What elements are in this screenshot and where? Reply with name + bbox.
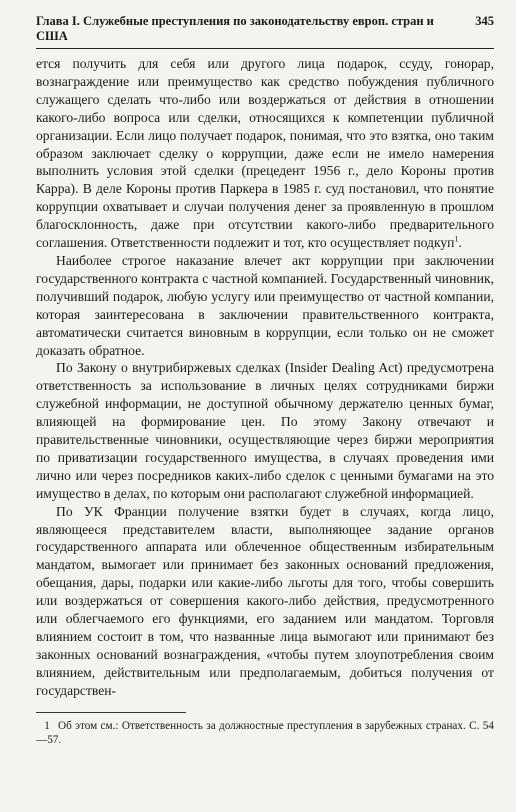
- footnote-divider: [36, 712, 186, 713]
- paragraph-2: Наиболее строгое наказание влечет акт коррупции при заключении государственного контракта с частной компанией. Государственный чиновник, получивший подарок, любую услугу или преимущество от частной компании, которая заинтересована в заключении правительственного контракта, автоматически считается виновным в коррупции, если только он не сможет доказать обратное.: [36, 252, 494, 358]
- paragraph-1-tail: .: [458, 235, 462, 251]
- main-text: [36, 55, 494, 700]
- footnote: [36, 719, 494, 747]
- chapter-title: Глава I. Служебные преступления по законодательству европ. стран и США: [36, 14, 434, 43]
- paragraph-1: [36, 55, 494, 252]
- paragraph-3: По Закону о внутрибиржевых сделках (Insider Dealing Act) предусмотрена ответственность за использование в личных целях сотрудниками биржи служебной информации, не доступной обычному держателю ценных бумаг, влияющей на формирование цен. По этому Закону отвечают и правительственные чиновники, осуществляющие через биржи мероприятия по приватизации государственного имущества, в случаях проведения ими лично или через посредников каких-либо сделок с ценными бумагами на это имущество в делах, по которым они располагают служебной информацией.: [36, 360, 494, 501]
- footnote-mark: 1: [44, 719, 50, 732]
- paragraph-4: По УК Франции получение взятки будет в случаях, когда лицо, являющееся представителем власти, выполняющее задание органов государственного аппарата или облеченное общественным избирательным мандатом, вымогает или принимает без законных оснований предложения, обещания, дары, подарки или какие-либо льготы для того, чтобы совершить или воздержаться от совершения какого-либо действия, предусмотренного или облегчаемого его функциями, его заданием или мандатом. Торговля влиянием состоит в том, что названные лица вымогают или принимают без законных оснований вознаграждения, «чтобы путем злоупотребления своим влиянием, действительным или предполагаемым, добиться получения от государствен-: [36, 503, 494, 698]
- page-number: 345: [475, 14, 494, 28]
- footnote-text: Об этом см.: Ответственность за должностные преступления в зарубежных странах. С. 54—57.: [36, 719, 494, 746]
- running-header: [36, 14, 494, 49]
- footnote-ref: 1: [454, 234, 459, 244]
- paragraph-1-text: ется получить для себя или другого лица подарок, ссуду, гонорар, вознаграждение или преимущество как средство побуждения публичного служащего сделать что-либо или воздержаться от действия в отношении какого-либо вопроса или сделки, относящихся к компетенции публичной организации. Если лицо получает подарок, понимая, что это взятка, оно таким образом заключает сделку о коррупции, даже если не имело намерения выполнить условия этой сделки (прецедент 1956 г., дело Короны против Карра). В деле Короны против Паркера в 1985 г. суд постановил, что понятие коррупции охватывает и случаи получения денег за проявленную в прошлом благосклонность, даже при отсутствии какого-либо предварительного соглашения. Ответственности подлежит и тот, кто осуществляет подкуп: [36, 56, 494, 251]
